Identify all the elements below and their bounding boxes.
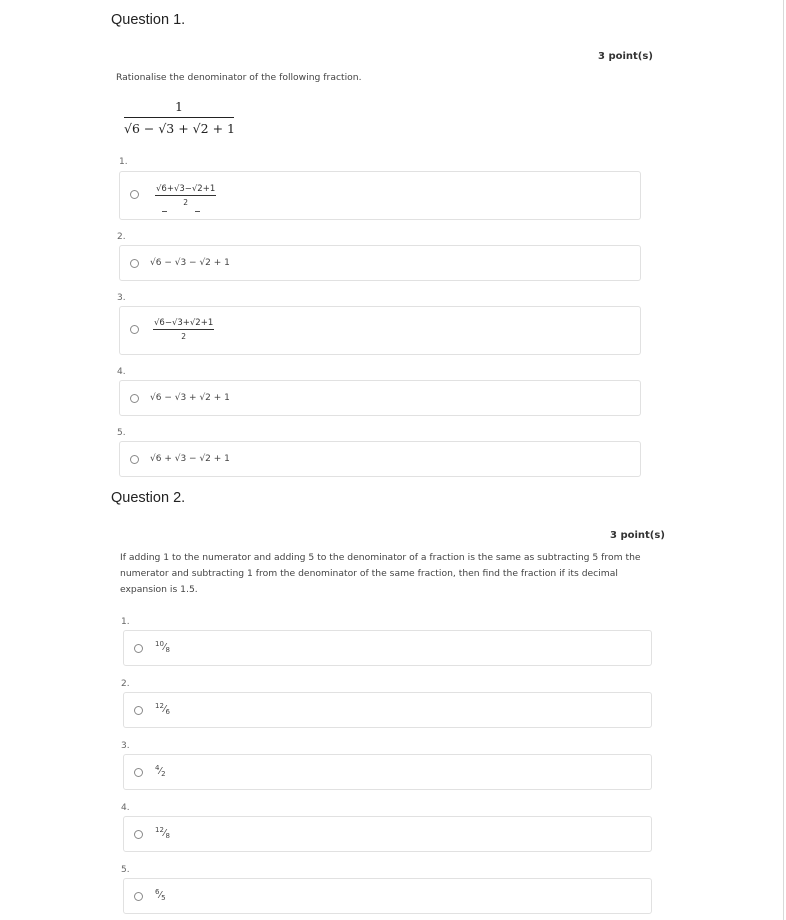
option-number: 2. — [121, 679, 130, 689]
radio-button[interactable] — [134, 644, 143, 653]
radio-button[interactable] — [130, 259, 139, 268]
radio-button[interactable] — [134, 830, 143, 839]
option-number: 4. — [117, 367, 126, 377]
option-number: 3. — [121, 741, 130, 751]
option-text: √6 − √3 − √2 + 1 — [150, 258, 230, 268]
fraction-artifact — [162, 211, 167, 212]
option-fraction: $^{12}⁄_8$ — [155, 826, 170, 840]
points-label: 3 point(s) — [610, 530, 665, 541]
option-number: 4. — [121, 803, 130, 813]
fraction-numerator: √6−√3+√2+1 — [154, 318, 214, 328]
radio-button[interactable] — [130, 325, 139, 334]
fraction-denominator: 2 — [181, 332, 187, 341]
expression-denominator: √6 − √3 + √2 + 1 — [124, 121, 235, 136]
option-number: 5. — [121, 865, 130, 875]
answer-option-1[interactable] — [123, 630, 652, 666]
expression-numerator: 1 — [124, 99, 234, 118]
option-number: 2. — [117, 232, 126, 242]
answer-option-4[interactable] — [119, 380, 641, 416]
radio-button[interactable] — [130, 394, 139, 403]
answer-option-2[interactable] — [119, 245, 641, 281]
radio-button[interactable] — [134, 768, 143, 777]
option-number: 1. — [119, 157, 128, 167]
option-fraction — [155, 184, 216, 207]
radio-button[interactable] — [130, 190, 139, 199]
fraction-numerator: 12 — [155, 702, 164, 710]
fraction-numerator: √6+√3−√2+1 — [156, 184, 216, 194]
math-expression — [124, 99, 234, 136]
option-fraction: $^{12}⁄_6$ — [155, 702, 170, 716]
answer-option-2[interactable] — [123, 692, 652, 728]
option-fraction: $^6⁄_5$ — [155, 888, 166, 902]
option-fraction: $^{10}⁄_8$ — [155, 640, 170, 654]
fraction-numerator: 6 — [155, 888, 160, 896]
answer-option-5[interactable] — [123, 878, 652, 914]
option-number: 1. — [121, 617, 130, 627]
answer-option-5[interactable] — [119, 441, 641, 477]
option-text: √6 + √3 − √2 + 1 — [150, 454, 230, 464]
right-border — [783, 0, 784, 920]
answer-option-4[interactable] — [123, 816, 652, 852]
option-fraction: $^4⁄_2$ — [155, 764, 166, 778]
question-prompt: Rationalise the denominator of the following fraction. — [116, 72, 362, 83]
fraction-denominator: 6 — [165, 708, 170, 716]
radio-button[interactable] — [134, 892, 143, 901]
option-number: 3. — [117, 293, 126, 303]
option-text: √6 − √3 + √2 + 1 — [150, 393, 230, 403]
option-fraction — [153, 318, 214, 341]
option-number: 5. — [117, 428, 126, 438]
fraction-artifact — [195, 211, 200, 212]
fraction-numerator: 12 — [155, 826, 164, 834]
question-title: Question 2. — [111, 490, 186, 506]
fraction-numerator: 10 — [155, 640, 164, 648]
question-title: Question 1. — [111, 12, 186, 28]
fraction-denominator: 8 — [165, 646, 170, 654]
answer-option-1[interactable] — [119, 171, 641, 220]
question-prompt: If adding 1 to the numerator and adding 5 to the denominator of a fraction is the same as subtracting 5 from the numerator and subtracting 1 from the denominator of the same fraction, then find the fraction if its decimal expansion is 1.5. — [120, 552, 641, 595]
fraction-denominator: 2 — [161, 770, 166, 778]
answer-option-3[interactable] — [123, 754, 652, 790]
fraction-denominator: 2 — [183, 198, 189, 207]
answer-option-3[interactable] — [119, 306, 641, 355]
radio-button[interactable] — [130, 455, 139, 464]
radio-button[interactable] — [134, 706, 143, 715]
points-label: 3 point(s) — [598, 51, 653, 62]
fraction-denominator: 8 — [165, 832, 170, 840]
fraction-numerator: 4 — [155, 764, 160, 772]
fraction-denominator: 5 — [161, 894, 166, 902]
